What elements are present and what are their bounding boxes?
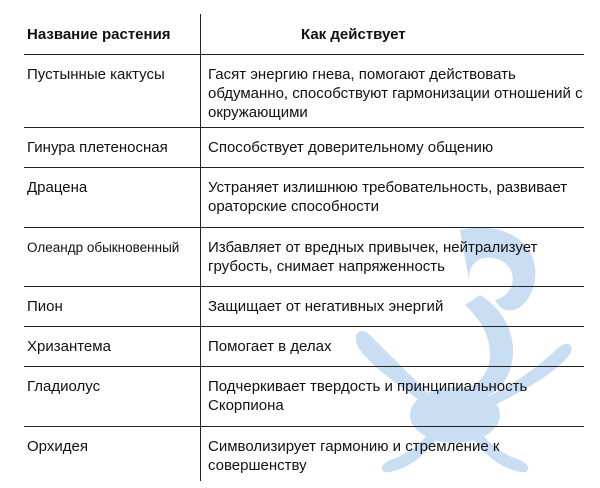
- header-plant-name: Название растения: [24, 14, 201, 55]
- effect-cell: Избавляет от вредных привычек, нейтрализует грубость, снимает напряженность: [201, 228, 585, 287]
- table-header-row: [24, 14, 584, 55]
- effect-cell: Устраняет излишнюю требовательность, развивает ораторские способности: [201, 168, 585, 228]
- plants-table: [24, 14, 584, 481]
- plants-table-container: [24, 14, 584, 481]
- plant-name-cell: Гинура плетеносная: [24, 128, 201, 168]
- effect-cell: Символизирует гармонию и стремление к совершенству: [201, 427, 585, 482]
- table-row: [24, 367, 584, 427]
- effect-cell: Гасят энергию гнева, помогают действовать обдуманно, способствуют гармонизации отношений с окружающими: [201, 55, 585, 128]
- plant-name-cell: Пион: [24, 287, 201, 327]
- effect-cell: Помогает в делах: [201, 327, 585, 367]
- effect-cell: Способствует доверительному общению: [201, 128, 585, 168]
- plant-name-cell: Пустынные кактусы: [24, 55, 201, 128]
- table-row: [24, 228, 584, 287]
- plant-name-cell: Олеандр обыкновенный: [24, 228, 201, 287]
- table-row: [24, 128, 584, 168]
- table-row: [24, 427, 584, 482]
- effect-cell: Защищает от негативных энергий: [201, 287, 585, 327]
- effect-cell: Подчеркивает твердость и принципиальность Скорпиона: [201, 367, 585, 427]
- table-row: [24, 168, 584, 228]
- plant-name-cell: Хризантема: [24, 327, 201, 367]
- plant-name-cell: Орхидея: [24, 427, 201, 482]
- plant-name-cell: Гладиолус: [24, 367, 201, 427]
- plant-name-cell: Драцена: [24, 168, 201, 228]
- header-effect: Как действует: [301, 25, 406, 43]
- table-row: [24, 287, 584, 327]
- table-row: [24, 55, 584, 128]
- table-row: [24, 327, 584, 367]
